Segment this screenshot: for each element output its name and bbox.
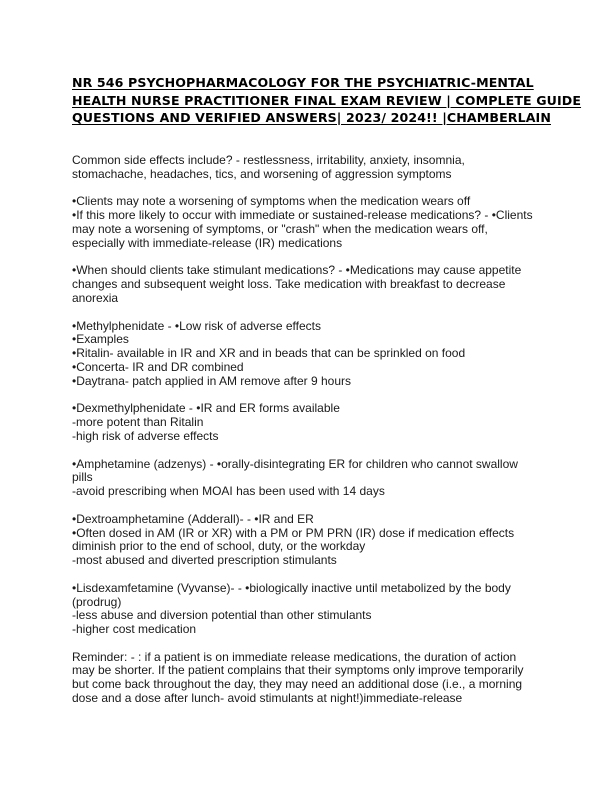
document-body (72, 154, 542, 706)
paragraph-line: •Examples (72, 332, 129, 347)
paragraph-line: anorexia (72, 290, 119, 305)
paragraph-line: •Often dosed in AM (IR or XR) with a PM or PM PRN (IR) dose if medication effects (72, 525, 515, 540)
document-title (72, 74, 582, 127)
paragraph-line: Common side effects include? - restlessness, irritability, anxiety, insomnia, (72, 153, 465, 167)
paragraph-line: may note a worsening of symptoms, or "crash" when the medication wears off, (72, 221, 488, 236)
qa-paragraph (72, 195, 542, 250)
paragraph-line: but come back throughout the day, they may need an additional dose (i.e., a morning (72, 677, 523, 692)
paragraph-line: -most abused and diverted prescription stimulants (72, 553, 337, 568)
paragraph-line: pills (72, 470, 93, 485)
paragraph-line: •Lisdexamfetamine (Vyvanse)- - •biologically inactive until metabolized by the body (72, 580, 511, 595)
paragraph-line: -high risk of adverse effects (72, 428, 219, 443)
paragraph-line: •Ritalin- available in IR and XR and in beads that can be sprinkled on food (72, 346, 466, 361)
qa-paragraph (72, 651, 542, 706)
paragraph-line: -less abuse and diversion potential than other stimulants (72, 608, 372, 623)
paragraph-line: •Dexmethylphenidate - •IR and ER forms available (72, 401, 340, 416)
paragraph-line: •Daytrana- patch applied in AM remove after 9 hours (72, 373, 352, 388)
qa-paragraph (72, 458, 542, 499)
paragraph-line: •Amphetamine (adzenys) - •orally-disintegrating ER for children who cannot swallow (72, 456, 518, 471)
qa-paragraph (72, 320, 542, 389)
title-line: NR 546 PSYCHOPHARMACOLOGY FOR THE PSYCHIATRIC-MENTAL (72, 75, 534, 90)
paragraph-line: •Clients may note a worsening of symptoms when the medication wears off (72, 194, 471, 209)
paragraph-line: •Methylphenidate - •Low risk of adverse effects (72, 318, 321, 333)
paragraph-line: •If this more likely to occur with immediate or sustained-release medications? - •Clients (72, 208, 533, 223)
paragraph-line: -more potent than Ritalin (72, 415, 204, 430)
qa-paragraph (72, 402, 542, 443)
title-line: QUESTIONS AND VERIFIED ANSWERS| 2023/ 2024!! |CHAMBERLAIN (72, 110, 551, 125)
paragraph-line: especially with immediate-release (IR) medications (72, 235, 343, 250)
paragraph-line: -avoid prescribing when MOAI has been used with 14 days (72, 484, 385, 499)
paragraph-line: -higher cost medication (72, 622, 197, 637)
paragraph-line: may be shorter. If the patient complains that their symptoms only improve temporarily (72, 663, 524, 678)
title-line: HEALTH NURSE PRACTITIONER FINAL EXAM REVIEW | COMPLETE GUIDE (72, 92, 582, 108)
paragraph-line: (prodrug) (72, 594, 122, 609)
paragraph-line: Reminder: - : if a patient is on immediate release medications, the duration of action (72, 649, 517, 664)
qa-paragraph (72, 582, 542, 637)
paragraph-line: diminish prior to the end of school, duty, or the workday (72, 539, 366, 554)
paragraph-line: dose and a dose after lunch- avoid stimulants at night!)immediate-release (72, 691, 463, 706)
paragraph-line: changes and subsequent weight loss. Take medication with breakfast to decrease (72, 277, 506, 292)
paragraph-line: stomachache, headaches, tics, and worsening of aggression symptoms (72, 166, 452, 181)
qa-paragraph (72, 513, 542, 568)
qa-paragraph (72, 264, 542, 305)
paragraph-line: •Concerta- IR and DR combined (72, 359, 244, 374)
paragraph-line: •When should clients take stimulant medications? - •Medications may cause appetite (72, 263, 522, 278)
qa-paragraph (72, 154, 542, 182)
paragraph-line: •Dextroamphetamine (Adderall)- - •IR and ER (72, 511, 314, 526)
